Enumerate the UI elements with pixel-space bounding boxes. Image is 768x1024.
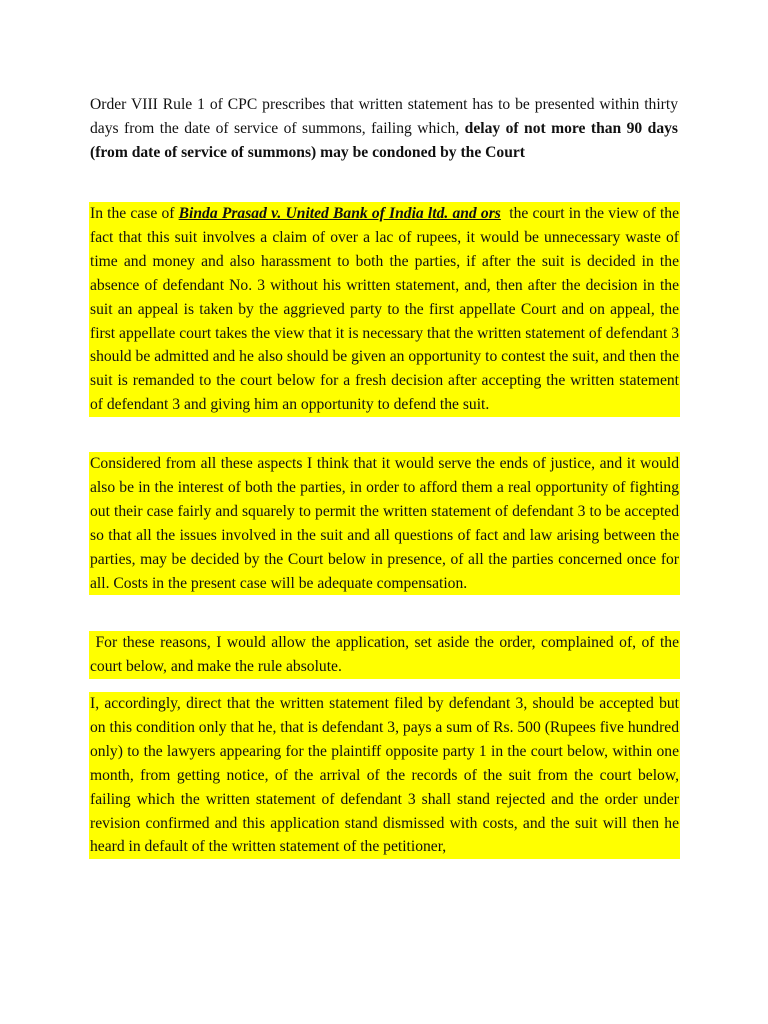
paragraph-text: I, accordingly, direct that the written statement filed by defendant 3, should be accepted but on this condition only that he, that is defendant 3, pays a sum of Rs. 500 (Rupees five hundred only) to the lawyers appearing for the plaintiff opposite party 1 in the court below, within one month, from getting notice, of the arrival of the records of the suit from the court below, failing which the written statement of defendant 3 shall stand rejected and the order under revision confirmed and this application stand dismissed with costs, and the suit will then he heard in default of the written statement of the petitioner,	[90, 695, 679, 856]
paragraph-direction-order	[89, 692, 680, 859]
paragraph-text: Order VIII Rule 1 of CPC prescribes that written statement has to be presented within thirty days from the date of service of summons, failing which,	[90, 96, 678, 137]
paragraph-for-these-reasons	[89, 631, 680, 679]
paragraph-considered-aspects	[89, 452, 680, 595]
bold-condonation-text: delay of not more than 90 days (from date of service of summons) may be condoned by the Court	[90, 119, 678, 161]
paragraph-text: Considered from all these aspects I think that it would serve the ends of justice, and it would also be in the interest of both the parties, in order to afford them a real opportunity of fighting out their case fairly and squarely to permit the written statement of defendant 3 to be accepted so that all the issues involved in the suit and all questions of fact and law arising between the parties, may be decided by the Court below in presence, of all the parties concerned once for all. Costs in the present case will be adequate compensation.	[90, 455, 679, 592]
paragraph-text-intro: In the case of	[90, 205, 175, 222]
paragraph-text-body: the court in the view of the fact that this suit involves a claim of over a lac of rupees, it would be unnecessary waste of time and money and also harassment to both the parties, if after the suit is decided in the absence of defendant No. 3 without his written statement, and, then after the decision in the suit an appeal is taken by the aggrieved party to the first appellate Court and on appeal, the first appellate court takes the view that it is necessary that the written statement of defendant 3 should be admitted and he also should be given an opportunity to contest the suit, and then the suit is remanded to the court below for a fresh decision after accepting the written statement of defendant 3 and giving him an opportunity to defend the suit.	[90, 205, 680, 414]
paragraph-binda-prasad-case	[89, 202, 680, 417]
case-name-citation: Binda Prasad v. United Bank of India ltd. and ors	[178, 205, 501, 222]
paragraph-order-viii-rule	[90, 93, 678, 165]
paragraph-text: For these reasons, I would allow the application, set aside the order, complained of, of the court below, and make the rule absolute.	[90, 634, 679, 675]
